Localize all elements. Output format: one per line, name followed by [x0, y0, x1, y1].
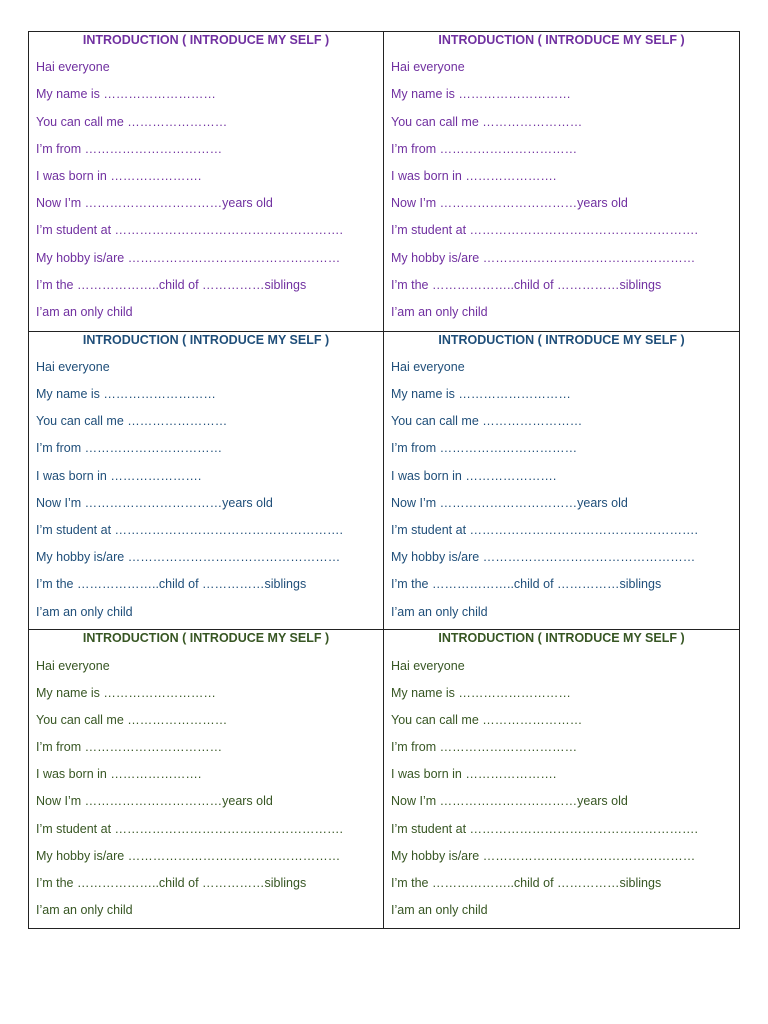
line-only-child: I’am an only child [391, 304, 488, 319]
line-hobby: My hobby is/are …………………………………………… [391, 550, 696, 565]
line-age: Now I’m ……………………………years old [391, 495, 628, 510]
card-title: INTRODUCTION ( INTRODUCE MY SELF ) [82, 332, 330, 347]
line-siblings: I’m the ………………..child of ……………siblings [391, 577, 662, 592]
line-nickname: You can call me …………………… [391, 114, 583, 129]
line-greeting: Hai everyone [391, 359, 465, 374]
line-student: I’m student at ………………………………………………. [391, 223, 698, 238]
intro-card-2 [384, 32, 739, 331]
line-born: I was born in …………………. [36, 468, 202, 483]
line-age: Now I’m ……………………………years old [391, 794, 628, 809]
line-student: I’m student at ………………………………………………. [36, 223, 343, 238]
card-lines [29, 60, 383, 320]
card-title: INTRODUCTION ( INTRODUCE MY SELF ) [82, 33, 330, 47]
line-nickname: You can call me …………………… [36, 114, 228, 129]
line-only-child: I’am an only child [391, 903, 488, 918]
line-student: I’m student at ………………………………………………. [391, 522, 698, 537]
line-siblings: I’m the ………………..child of ……………siblings [36, 277, 307, 292]
line-greeting: Hai everyone [36, 60, 110, 75]
line-born: I was born in …………………. [36, 767, 202, 782]
introduction-worksheet-grid [28, 31, 740, 929]
card-lines [384, 60, 739, 320]
line-from: I’m from …………………………… [36, 441, 223, 456]
line-siblings: I’m the ………………..child of ……………siblings [391, 277, 662, 292]
card-title: INTRODUCTION ( INTRODUCE MY SELF ) [438, 33, 685, 47]
line-from: I’m from …………………………… [391, 141, 578, 156]
line-from: I’m from …………………………… [36, 141, 223, 156]
card-title: INTRODUCTION ( INTRODUCE MY SELF ) [438, 332, 685, 347]
intro-card-4 [384, 331, 739, 630]
line-student: I’m student at ………………………………………………. [391, 821, 698, 836]
line-name: My name is ……………………… [36, 685, 216, 700]
line-age: Now I’m ……………………………years old [36, 196, 273, 211]
line-age: Now I’m ……………………………years old [391, 196, 628, 211]
line-only-child: I’am an only child [36, 604, 133, 619]
line-hobby: My hobby is/are …………………………………………… [36, 550, 341, 565]
line-name: My name is ……………………… [391, 387, 571, 402]
line-born: I was born in …………………. [391, 468, 557, 483]
line-nickname: You can call me …………………… [36, 414, 228, 429]
line-hobby: My hobby is/are …………………………………………… [36, 250, 341, 265]
line-hobby: My hobby is/are …………………………………………… [391, 250, 696, 265]
line-siblings: I’m the ………………..child of ……………siblings [391, 876, 662, 891]
line-name: My name is ……………………… [391, 87, 571, 102]
card-title: INTRODUCTION ( INTRODUCE MY SELF ) [438, 631, 685, 646]
line-student: I’m student at ………………………………………………. [36, 821, 343, 836]
card-title: INTRODUCTION ( INTRODUCE MY SELF ) [82, 631, 330, 646]
line-nickname: You can call me …………………… [391, 712, 583, 727]
line-greeting: Hai everyone [391, 60, 465, 75]
line-name: My name is ……………………… [391, 685, 571, 700]
line-born: I was born in …………………. [391, 168, 557, 183]
intro-card-6 [384, 629, 739, 928]
line-only-child: I’am an only child [391, 604, 488, 619]
intro-card-3 [29, 331, 384, 630]
line-greeting: Hai everyone [36, 359, 110, 374]
line-age: Now I’m ……………………………years old [36, 495, 273, 510]
line-greeting: Hai everyone [391, 658, 465, 673]
card-lines [384, 659, 739, 919]
line-age: Now I’m ……………………………years old [36, 794, 273, 809]
line-from: I’m from …………………………… [36, 740, 223, 755]
line-from: I’m from …………………………… [391, 740, 578, 755]
line-nickname: You can call me …………………… [36, 712, 228, 727]
line-from: I’m from …………………………… [391, 441, 578, 456]
line-only-child: I’am an only child [36, 903, 133, 918]
line-only-child: I’am an only child [36, 304, 133, 319]
line-born: I was born in …………………. [391, 767, 557, 782]
card-lines [29, 659, 383, 919]
card-lines [384, 360, 739, 620]
intro-card-5 [29, 629, 384, 928]
line-student: I’m student at ………………………………………………. [36, 522, 343, 537]
line-siblings: I’m the ………………..child of ……………siblings [36, 876, 307, 891]
line-born: I was born in …………………. [36, 168, 202, 183]
line-name: My name is ……………………… [36, 87, 216, 102]
card-lines [29, 360, 383, 620]
line-hobby: My hobby is/are …………………………………………… [391, 848, 696, 863]
line-hobby: My hobby is/are …………………………………………… [36, 848, 341, 863]
line-name: My name is ……………………… [36, 387, 216, 402]
line-siblings: I’m the ………………..child of ……………siblings [36, 577, 307, 592]
line-greeting: Hai everyone [36, 658, 110, 673]
intro-card-1 [29, 32, 384, 331]
line-nickname: You can call me …………………… [391, 414, 583, 429]
